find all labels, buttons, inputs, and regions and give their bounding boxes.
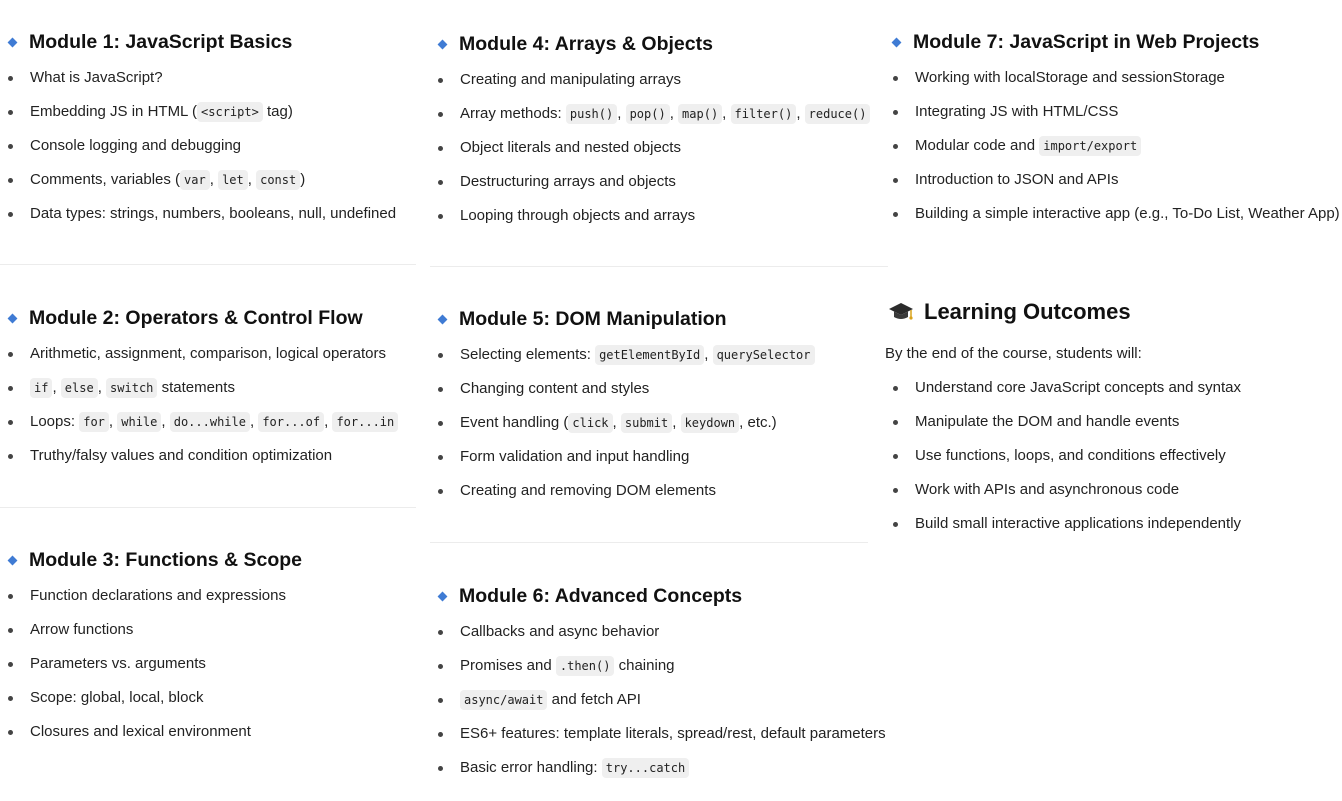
inline-code: reduce() bbox=[805, 104, 871, 124]
module-6 bbox=[430, 583, 888, 785]
item-text: tag) bbox=[262, 103, 293, 120]
list-item bbox=[0, 647, 416, 681]
diamond-bullet-icon bbox=[438, 39, 448, 49]
list-item bbox=[0, 197, 416, 231]
module-items bbox=[430, 63, 888, 233]
list-item bbox=[430, 440, 888, 474]
section-divider bbox=[0, 264, 416, 265]
item-text: , bbox=[52, 379, 61, 396]
module-title-text: Module 6: Advanced Concepts bbox=[459, 584, 743, 607]
item-text: Modular code and bbox=[915, 137, 1040, 154]
list-item bbox=[430, 649, 888, 683]
list-item bbox=[885, 61, 1342, 95]
item-text: Loops: bbox=[30, 413, 80, 430]
module-title-text: Module 3: Functions & Scope bbox=[29, 548, 303, 571]
learning-outcomes-title bbox=[885, 297, 1342, 327]
item-text: Arrow functions bbox=[30, 621, 134, 638]
list-item bbox=[430, 683, 888, 717]
item-text: , bbox=[722, 105, 731, 122]
item-text: , bbox=[796, 105, 805, 122]
item-text: Data types: strings, numbers, booleans, null, undefined bbox=[30, 205, 397, 222]
module-items bbox=[0, 579, 416, 749]
list-item bbox=[0, 129, 416, 163]
item-text: Callbacks and async behavior bbox=[460, 623, 660, 640]
list-item bbox=[885, 95, 1342, 129]
item-text: Building a simple interactive app (e.g., To-Do List, Weather App) bbox=[915, 205, 1340, 222]
module-title-text: Module 1: JavaScript Basics bbox=[29, 30, 293, 53]
inline-code: for...in bbox=[332, 412, 398, 432]
module-title-text: Module 4: Arrays & Objects bbox=[459, 32, 713, 55]
inline-code: for...of bbox=[258, 412, 324, 432]
module-4 bbox=[430, 31, 888, 233]
list-item bbox=[0, 61, 416, 95]
learning-outcomes bbox=[885, 297, 1342, 541]
outcome-item: Manipulate the DOM and handle events bbox=[885, 405, 1342, 439]
list-item bbox=[430, 97, 888, 131]
item-text: Destructuring arrays and objects bbox=[460, 173, 676, 190]
inline-code: try...catch bbox=[602, 758, 689, 778]
list-item bbox=[430, 63, 888, 97]
inline-code: async/await bbox=[460, 690, 547, 710]
module-items bbox=[0, 61, 416, 231]
module-items bbox=[430, 338, 888, 508]
module-5 bbox=[430, 306, 888, 508]
learning-outcomes-list bbox=[885, 371, 1342, 541]
item-text: Basic error handling: bbox=[460, 759, 602, 776]
list-item bbox=[0, 715, 416, 749]
module-title bbox=[430, 31, 888, 57]
item-text: Parameters vs. arguments bbox=[30, 655, 206, 672]
list-item bbox=[0, 579, 416, 613]
graduation-cap-icon bbox=[888, 301, 914, 323]
module-title-text: Module 5: DOM Manipulation bbox=[459, 307, 727, 330]
item-text: What is JavaScript? bbox=[30, 69, 163, 86]
item-text: , bbox=[669, 105, 679, 122]
item-text: , bbox=[324, 413, 333, 430]
list-item bbox=[430, 717, 888, 751]
module-title-text: Module 2: Operators & Control Flow bbox=[29, 306, 363, 329]
inline-code: import/export bbox=[1039, 136, 1141, 156]
module-items bbox=[885, 61, 1342, 231]
inline-code: push() bbox=[566, 104, 617, 124]
item-text: Integrating JS with HTML/CSS bbox=[915, 103, 1119, 120]
item-text: chaining bbox=[614, 657, 675, 674]
list-item bbox=[0, 405, 416, 439]
item-text: Truthy/falsy values and condition optimization bbox=[30, 447, 333, 464]
item-text: Embedding JS in HTML ( bbox=[30, 103, 198, 120]
list-item bbox=[885, 197, 1342, 231]
module-title bbox=[430, 306, 888, 332]
list-item bbox=[430, 406, 888, 440]
item-text: Creating and manipulating arrays bbox=[460, 71, 681, 88]
item-text: ) bbox=[300, 171, 306, 188]
list-item bbox=[0, 95, 416, 129]
inline-code: .then() bbox=[556, 656, 615, 676]
inline-code: var bbox=[180, 170, 210, 190]
inline-code: keydown bbox=[681, 413, 740, 433]
list-item bbox=[885, 163, 1342, 197]
item-text: Working with localStorage and sessionStorage bbox=[915, 69, 1225, 86]
item-text: Scope: global, local, block bbox=[30, 689, 204, 706]
outcome-item: Build small interactive applications independently bbox=[885, 507, 1342, 541]
item-text: , bbox=[97, 379, 107, 396]
item-text: statements bbox=[157, 379, 235, 396]
list-item bbox=[885, 129, 1342, 163]
inline-code: else bbox=[61, 378, 98, 398]
module-3 bbox=[0, 547, 416, 749]
list-item bbox=[430, 615, 888, 649]
item-text: , bbox=[672, 414, 681, 431]
diamond-bullet-icon bbox=[8, 313, 18, 323]
module-title bbox=[885, 29, 1342, 55]
list-item bbox=[0, 439, 416, 473]
item-text: Closures and lexical environment bbox=[30, 723, 251, 740]
item-text: , bbox=[617, 105, 626, 122]
inline-code: click bbox=[568, 413, 612, 433]
inline-code: let bbox=[218, 170, 248, 190]
list-item bbox=[430, 372, 888, 406]
item-text: Selecting elements: bbox=[460, 346, 596, 363]
item-text: Arithmetic, assignment, comparison, logical operators bbox=[30, 345, 386, 362]
item-text: Event handling ( bbox=[460, 414, 569, 431]
module-1 bbox=[0, 29, 416, 231]
outcome-item: Use functions, loops, and conditions effectively bbox=[885, 439, 1342, 473]
section-divider bbox=[430, 542, 868, 543]
inline-code: while bbox=[117, 412, 161, 432]
item-text: , bbox=[247, 171, 257, 188]
item-text: , etc.) bbox=[739, 414, 777, 431]
outcome-item: Work with APIs and asynchronous code bbox=[885, 473, 1342, 507]
item-text: Console logging and debugging bbox=[30, 137, 242, 154]
inline-code: submit bbox=[621, 413, 672, 433]
diamond-bullet-icon bbox=[438, 591, 448, 601]
module-2 bbox=[0, 305, 416, 473]
inline-code: const bbox=[256, 170, 300, 190]
inline-code: do...while bbox=[170, 412, 250, 432]
learning-outcomes-title-text: Learning Outcomes bbox=[924, 299, 1131, 324]
inline-code: for bbox=[79, 412, 109, 432]
item-text: Comments, variables ( bbox=[30, 171, 181, 188]
section-divider bbox=[430, 266, 888, 267]
list-item bbox=[0, 681, 416, 715]
item-text: Form validation and input handling bbox=[460, 448, 690, 465]
module-title bbox=[0, 305, 416, 331]
list-item bbox=[430, 474, 888, 508]
item-text: , bbox=[249, 413, 259, 430]
item-text: Array methods: bbox=[460, 105, 566, 122]
module-title bbox=[430, 583, 888, 609]
module-title bbox=[0, 547, 416, 573]
inline-code: switch bbox=[106, 378, 157, 398]
outcome-item: Understand core JavaScript concepts and syntax bbox=[885, 371, 1342, 405]
module-items bbox=[430, 615, 888, 785]
list-item bbox=[430, 199, 888, 233]
item-text: , bbox=[704, 346, 713, 363]
item-text: , bbox=[161, 413, 170, 430]
module-7 bbox=[885, 29, 1342, 231]
inline-code: querySelector bbox=[713, 345, 815, 365]
list-item bbox=[0, 371, 416, 405]
list-item bbox=[430, 751, 888, 785]
learning-outcomes-intro: By the end of the course, students will: bbox=[885, 345, 1142, 362]
inline-code: getElementById bbox=[595, 345, 704, 365]
module-items bbox=[0, 337, 416, 473]
module-title bbox=[0, 29, 416, 55]
diamond-bullet-icon bbox=[8, 37, 18, 47]
list-item bbox=[430, 131, 888, 165]
item-text: Promises and bbox=[460, 657, 556, 674]
module-title-text: Module 7: JavaScript in Web Projects bbox=[913, 30, 1260, 53]
list-item bbox=[430, 165, 888, 199]
list-item bbox=[0, 613, 416, 647]
inline-code: pop() bbox=[626, 104, 670, 124]
item-text: Changing content and styles bbox=[460, 380, 650, 397]
item-text: Introduction to JSON and APIs bbox=[915, 171, 1119, 188]
diamond-bullet-icon bbox=[8, 555, 18, 565]
inline-code: filter() bbox=[731, 104, 797, 124]
section-divider bbox=[0, 507, 416, 508]
inline-code: map() bbox=[678, 104, 722, 124]
list-item bbox=[430, 338, 888, 372]
inline-code: if bbox=[30, 378, 52, 398]
item-text: , bbox=[612, 414, 621, 431]
item-text: Object literals and nested objects bbox=[460, 139, 681, 156]
item-text: , bbox=[209, 171, 219, 188]
item-text: and fetch API bbox=[547, 691, 641, 708]
item-text: ES6+ features: template literals, spread/rest, default parameters bbox=[460, 725, 886, 742]
list-item bbox=[0, 337, 416, 371]
item-text: Looping through objects and arrays bbox=[460, 207, 696, 224]
item-text: , bbox=[108, 413, 118, 430]
list-item bbox=[0, 163, 416, 197]
item-text: Function declarations and expressions bbox=[30, 587, 286, 604]
diamond-bullet-icon bbox=[892, 37, 902, 47]
inline-code: <script> bbox=[197, 102, 263, 122]
item-text: Creating and removing DOM elements bbox=[460, 482, 716, 499]
diamond-bullet-icon bbox=[438, 314, 448, 324]
